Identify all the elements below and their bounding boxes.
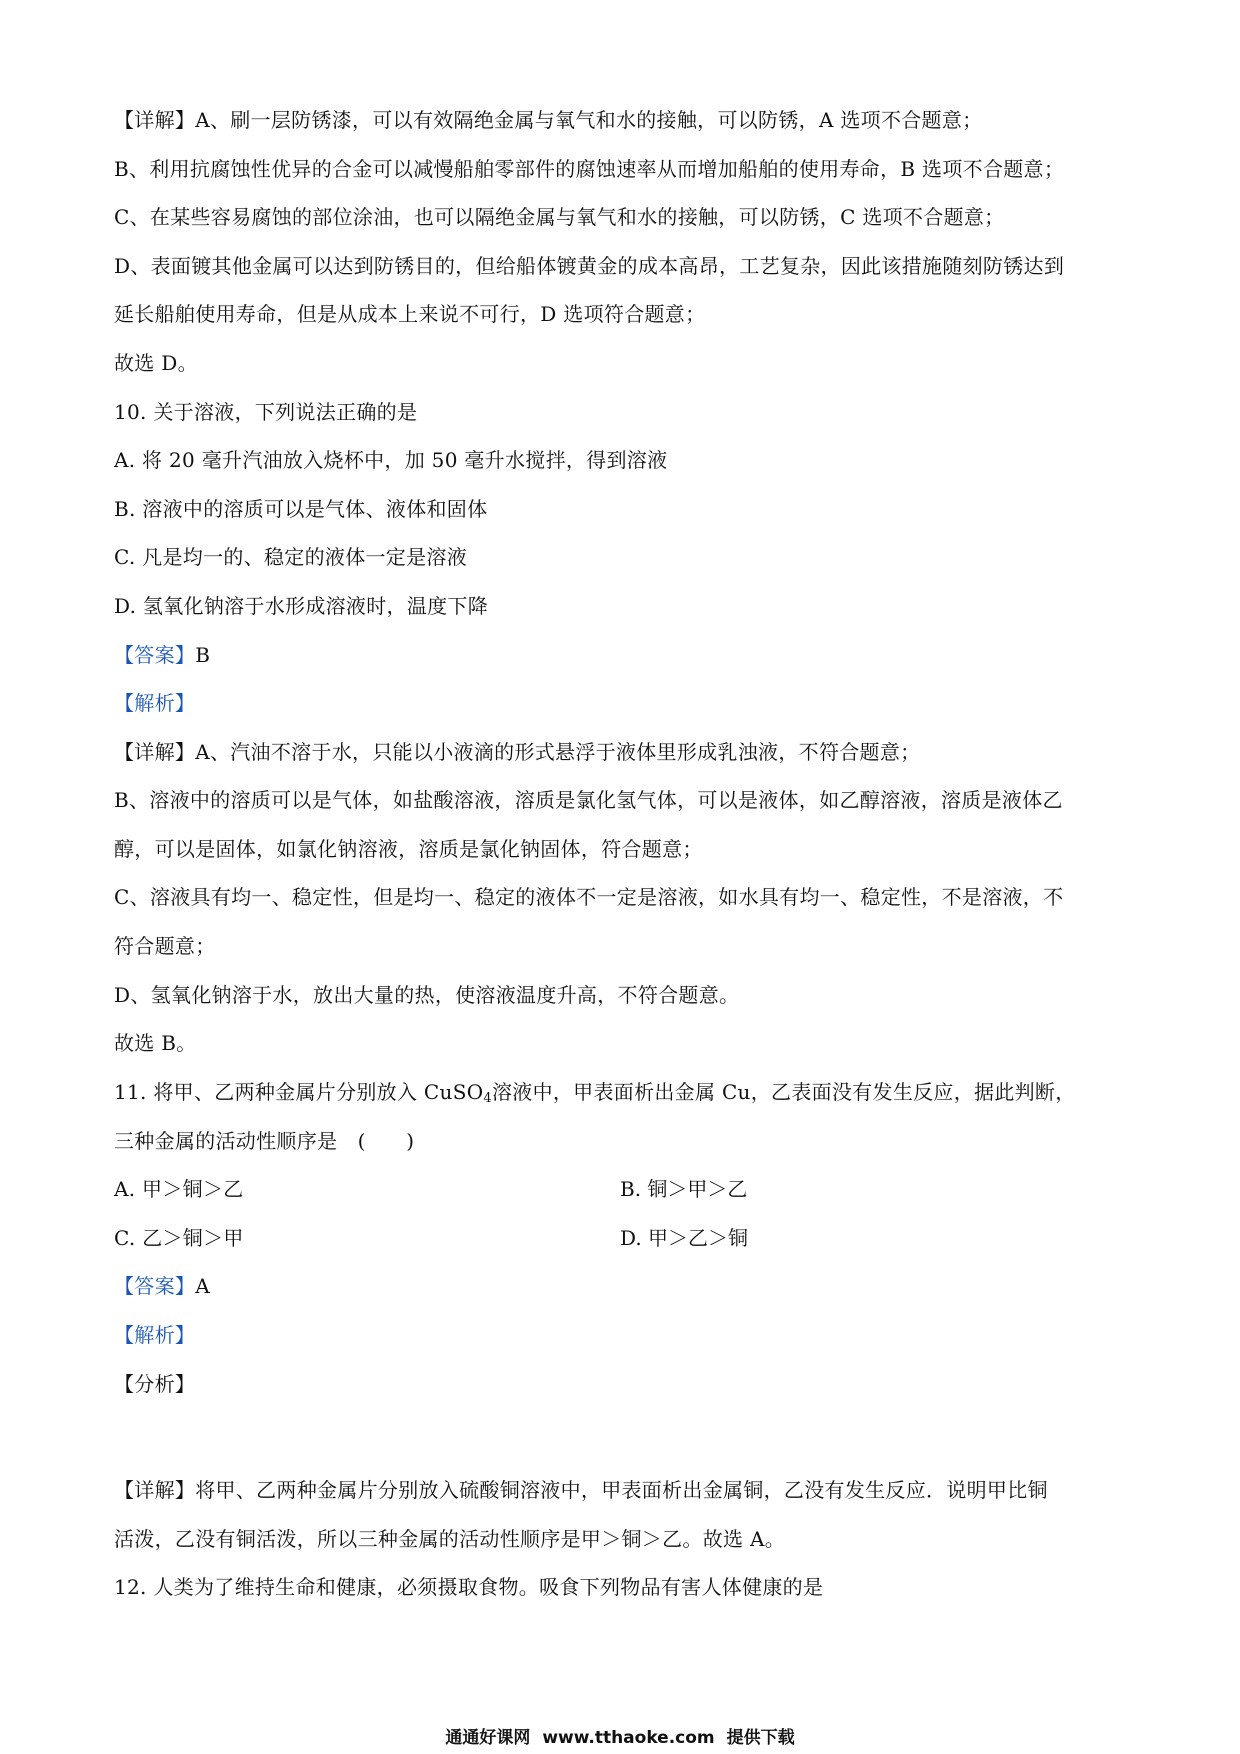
question-11-option-c: C. 乙＞铜＞甲	[114, 1226, 244, 1250]
question-10-detail	[114, 738, 1132, 766]
question-11-option-d: D. 甲＞乙＞铜	[620, 1226, 749, 1250]
subscript: 4	[483, 1091, 492, 1106]
question-11-fenxi	[114, 1370, 1132, 1398]
question-11-detail	[114, 1476, 1132, 1504]
question-11-analysis	[114, 1321, 1132, 1349]
detail-line: B、利用抗腐蚀性优异的合金可以减慢船舶零部件的腐蚀速率从而增加船舶的使用寿命，B 选项不合题意；	[114, 157, 1065, 181]
detail-line: D、表面镀其他金属可以达到防锈目的，但给船体镀黄金的成本高昂，工艺复杂，因此该措施随刻防锈达到	[114, 254, 1065, 278]
question-11-option-b: B. 铜＞甲＞乙	[620, 1177, 748, 1201]
question-10-stem: 10. 关于溶液，下列说法正确的是	[114, 400, 418, 424]
question-12-stem: 12. 人类为了维持生命和健康，必须摄取食物。吸食下列物品有害人体健康的是	[114, 1575, 824, 1599]
question-10-detail-line: C、溶液具有均一、稳定性，但是均一、稳定的液体不一定是溶液，如水具有均一、稳定性，不是溶液，不	[114, 885, 1064, 909]
question-11-answer	[114, 1272, 1132, 1300]
stem-text: 11. 将甲、乙两种金属片分别放入 CuSO	[114, 1080, 484, 1104]
detail-line	[114, 106, 1132, 134]
question-10-detail-line: 醇，可以是固体，如氯化钠溶液，溶质是氯化钠固体，符合题意；	[114, 837, 703, 861]
question-11-stem	[114, 1078, 1132, 1113]
footer-url[interactable]: www.tthaoke.com	[542, 1728, 715, 1748]
conclusion-line: 故选 D。	[114, 351, 198, 375]
question-11-stem-line2: 三种金属的活动性顺序是 ( )	[114, 1129, 415, 1153]
question-10-option-c: C. 凡是均一的、稳定的液体一定是溶液	[114, 545, 468, 569]
answer-value: B	[195, 643, 211, 667]
detail-text: A、汽油不溶于水，只能以小液滴的形式悬浮于液体里形成乳浊液，不符合题意；	[195, 740, 921, 764]
fenxi-tag: 【分析】	[114, 1372, 196, 1396]
answer-tag: 【答案】	[114, 1274, 196, 1298]
stem-text: 溶液中，甲表面析出金属 Cu，乙表面没有发生反应，据此判断，	[491, 1080, 1076, 1104]
answer-value: A	[195, 1274, 210, 1298]
detail-line: C、在某些容易腐蚀的部位涂油，也可以隔绝金属与氧气和水的接触，可以防锈，C 选项不合题意；	[114, 205, 1005, 229]
question-10-detail-line: D、氢氧化钠溶于水，放出大量的热，使溶液温度升高，不符合题意。	[114, 983, 740, 1007]
question-10-option-b: B. 溶液中的溶质可以是气体、液体和固体	[114, 497, 488, 521]
detail-line: 延长船舶使用寿命，但是从成本上来说不可行，D 选项符合题意；	[114, 302, 706, 326]
footer-site: 通通好课网	[445, 1728, 531, 1748]
question-11-detail-line: 活泼，乙没有铜活泼，所以三种金属的活动性顺序是甲＞铜＞乙。故选 A。	[114, 1527, 785, 1551]
question-10-conclusion: 故选 B。	[114, 1031, 197, 1055]
detail-tag: 【详解】	[114, 1478, 196, 1502]
detail-tag: 【详解】	[114, 740, 196, 764]
footer-note: 提供下载	[726, 1728, 795, 1748]
question-10-option-d: D. 氢氧化钠溶于水形成溶液时，温度下降	[114, 594, 489, 618]
detail-text: A、刷一层防锈漆，可以有效隔绝金属与氧气和水的接触，可以防锈，A 选项不合题意；	[195, 108, 983, 132]
question-10-option-a: A. 将 20 毫升汽油放入烧杯中，加 50 毫升水搅拌，得到溶液	[114, 448, 668, 472]
detail-text: 将甲、乙两种金属片分别放入硫酸铜溶液中，甲表面析出金属铜，乙没有发生反应．说明甲比铜	[195, 1478, 1048, 1502]
question-10-answer	[114, 641, 1132, 669]
answer-tag: 【答案】	[114, 643, 196, 667]
detail-tag: 【详解】	[114, 108, 196, 132]
analysis-tag: 【解析】	[114, 1323, 196, 1347]
question-10-detail-line: 符合题意；	[114, 934, 216, 958]
question-10-detail-line: B、溶液中的溶质可以是气体，如盐酸溶液，溶质是氯化氢气体，可以是液体，如乙醇溶液，溶质是液体乙	[114, 788, 1063, 812]
analysis-tag: 【解析】	[114, 691, 196, 715]
question-10-analysis	[114, 689, 1132, 717]
question-11-option-a: A. 甲＞铜＞乙	[114, 1177, 244, 1201]
page-footer	[0, 1726, 1240, 1750]
